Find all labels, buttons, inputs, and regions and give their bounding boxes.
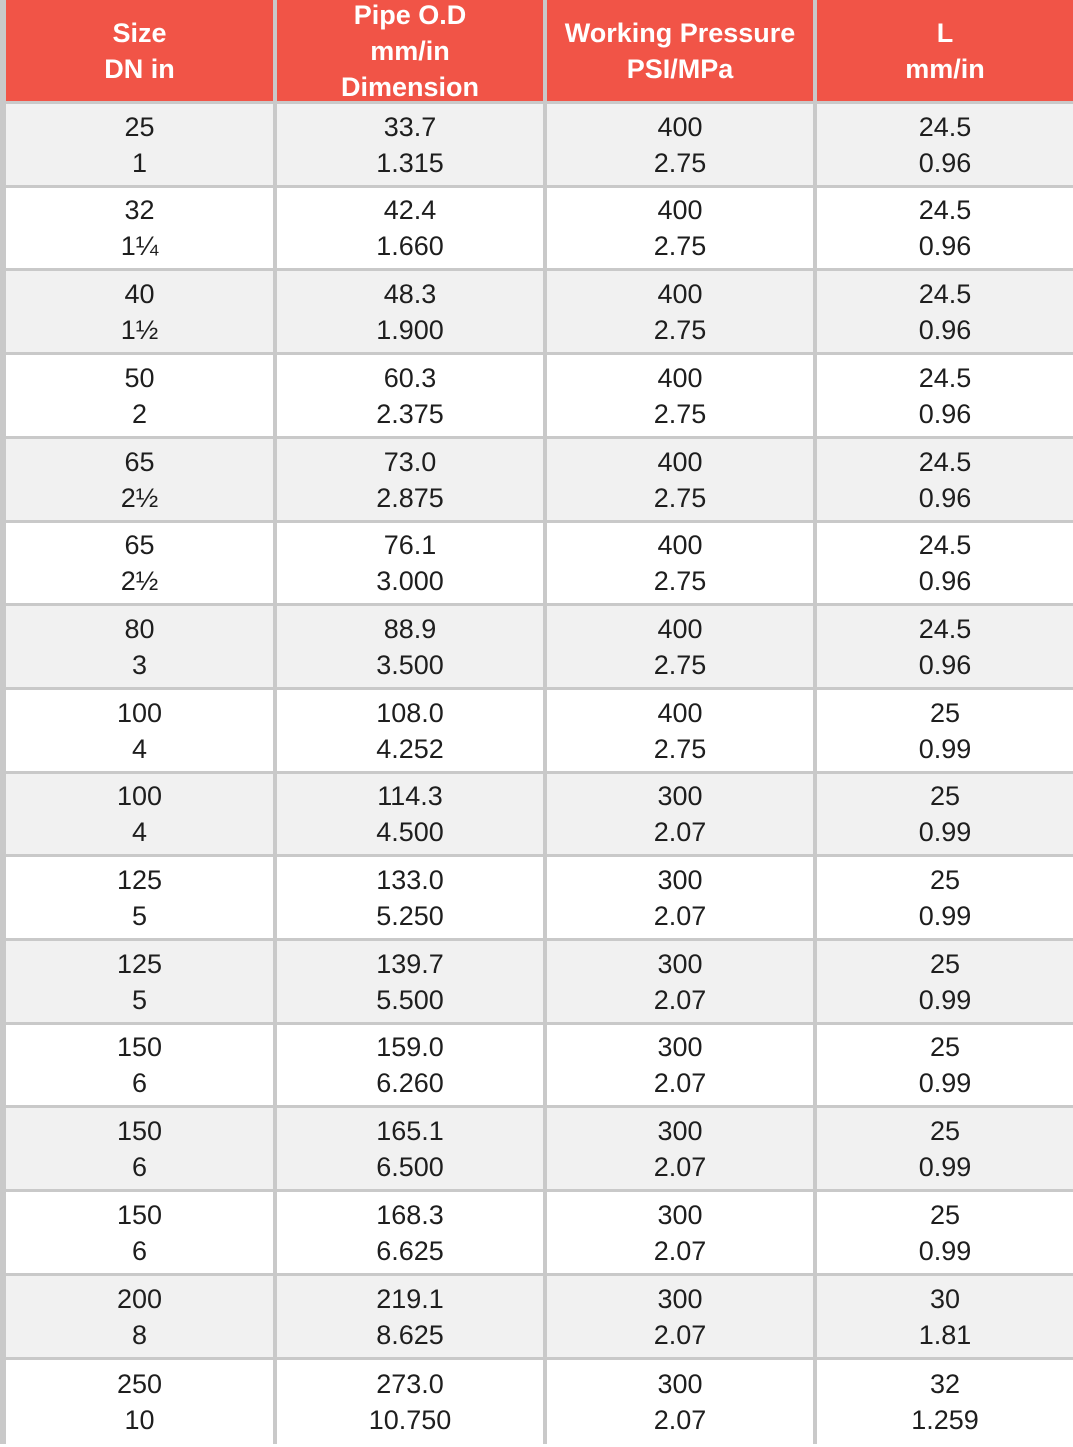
size-cell-line-1: 200 bbox=[116, 1283, 163, 1314]
l-cell bbox=[817, 104, 1073, 185]
l-cell-line-1: 24.5 bbox=[918, 362, 972, 393]
l-cell-line-2: 0.96 bbox=[918, 398, 972, 429]
working-pressure-cell bbox=[547, 271, 813, 352]
size-cell-line-2: 8 bbox=[131, 1319, 148, 1350]
working-pressure-cell-line-2: 2.07 bbox=[653, 1319, 707, 1350]
size-cell-line-1: 100 bbox=[116, 697, 163, 728]
l-cell-line-1: 24.5 bbox=[918, 613, 972, 644]
working-pressure-cell-line-2: 2.07 bbox=[653, 1151, 707, 1182]
pipe-od-cell-line-1: 108.0 bbox=[376, 697, 444, 728]
size-cell-line-2: 6 bbox=[131, 1151, 148, 1182]
pipe-od-cell-line-1: 219.1 bbox=[376, 1283, 444, 1314]
header-size-line-2: DN in bbox=[104, 53, 175, 84]
size-cell-line-2: 3 bbox=[131, 649, 148, 680]
pipe-od-cell-line-2: 2.875 bbox=[376, 482, 444, 513]
pipe-od-cell-line-1: 33.7 bbox=[383, 111, 437, 142]
header-pipe-od-line-3: Dimension bbox=[340, 71, 480, 101]
pipe-od-cell-line-1: 60.3 bbox=[383, 362, 437, 393]
working-pressure-cell bbox=[547, 941, 813, 1022]
pipe-od-cell-line-2: 1.315 bbox=[376, 147, 444, 178]
l-cell-line-2: 0.96 bbox=[918, 314, 972, 345]
l-cell bbox=[817, 774, 1073, 854]
l-cell bbox=[817, 439, 1073, 520]
working-pressure-cell-line-1: 400 bbox=[657, 195, 703, 225]
pipe-od-cell-line-2: 8.625 bbox=[376, 1319, 444, 1350]
working-pressure-cell-line-1: 300 bbox=[657, 1369, 703, 1399]
working-pressure-cell-line-1: 300 bbox=[657, 1032, 703, 1062]
pipe-od-cell-line-2: 1.660 bbox=[376, 231, 444, 261]
l-cell-line-2: 0.96 bbox=[918, 649, 972, 680]
size-cell-line-1: 50 bbox=[124, 362, 155, 393]
size-cell bbox=[6, 606, 273, 687]
l-cell-line-1: 25 bbox=[929, 864, 961, 895]
l-cell-line-1: 24.5 bbox=[918, 195, 972, 225]
size-cell bbox=[6, 690, 273, 771]
working-pressure-cell-line-1: 400 bbox=[657, 278, 703, 309]
working-pressure-cell-line-2: 2.07 bbox=[653, 984, 707, 1015]
table-row bbox=[0, 606, 1073, 690]
size-cell-line-2: 2 bbox=[131, 398, 148, 429]
size-cell-line-1: 40 bbox=[124, 278, 155, 309]
table-row bbox=[0, 690, 1073, 774]
l-cell-line-1: 24.5 bbox=[918, 530, 972, 560]
pipe-od-cell-line-1: 273.0 bbox=[376, 1369, 444, 1399]
working-pressure-cell-line-1: 400 bbox=[657, 446, 703, 477]
pipe-od-cell-line-1: 168.3 bbox=[376, 1199, 444, 1230]
pipe-od-cell-line-1: 114.3 bbox=[377, 781, 443, 811]
working-pressure-cell-line-2: 2.07 bbox=[653, 817, 707, 847]
working-pressure-cell-line-2: 2.75 bbox=[653, 398, 707, 429]
size-cell bbox=[6, 439, 273, 520]
table-row bbox=[0, 941, 1073, 1025]
working-pressure-cell bbox=[547, 188, 813, 268]
working-pressure-cell-line-2: 2.07 bbox=[653, 1068, 707, 1098]
l-cell bbox=[817, 857, 1073, 938]
working-pressure-cell-line-2: 2.07 bbox=[653, 1235, 707, 1266]
l-cell bbox=[817, 271, 1073, 352]
size-cell bbox=[6, 1108, 273, 1189]
pipe-od-cell-line-1: 165.1 bbox=[376, 1115, 444, 1146]
l-cell bbox=[817, 1192, 1073, 1273]
l-cell bbox=[817, 1025, 1073, 1105]
working-pressure-cell-line-2: 2.75 bbox=[653, 231, 707, 261]
working-pressure-cell-line-1: 300 bbox=[657, 781, 703, 811]
l-cell-line-2: 0.96 bbox=[918, 482, 972, 513]
size-cell bbox=[6, 1276, 273, 1357]
table-row bbox=[0, 188, 1073, 271]
header-working-pressure-line-2: PSI/MPa bbox=[626, 53, 734, 84]
size-cell-line-1: 150 bbox=[116, 1032, 163, 1062]
l-cell bbox=[817, 1276, 1073, 1357]
size-cell-line-2: 4 bbox=[131, 817, 148, 847]
working-pressure-cell-line-2: 2.75 bbox=[653, 566, 707, 596]
l-cell-line-1: 24.5 bbox=[918, 446, 972, 477]
working-pressure-cell-line-1: 400 bbox=[657, 111, 703, 142]
header-size bbox=[6, 0, 273, 101]
table-row bbox=[0, 271, 1073, 355]
size-cell bbox=[6, 104, 273, 185]
size-cell-line-1: 32 bbox=[124, 195, 155, 225]
working-pressure-cell bbox=[547, 857, 813, 938]
working-pressure-cell bbox=[547, 690, 813, 771]
size-cell-line-2: 6 bbox=[131, 1068, 148, 1098]
table-row bbox=[0, 1192, 1073, 1276]
pipe-od-cell-line-2: 3.500 bbox=[376, 649, 444, 680]
l-cell-line-2: 0.99 bbox=[918, 817, 972, 847]
header-pipe-od bbox=[277, 0, 543, 101]
table-header bbox=[0, 0, 1073, 104]
working-pressure-cell-line-2: 2.75 bbox=[653, 314, 707, 345]
working-pressure-cell-line-2: 2.75 bbox=[653, 482, 707, 513]
l-cell-line-2: 0.99 bbox=[918, 1235, 972, 1266]
header-working-pressure-line-1: Working Pressure bbox=[564, 17, 796, 48]
working-pressure-cell bbox=[547, 355, 813, 436]
l-cell-line-2: 0.96 bbox=[918, 147, 972, 178]
size-cell bbox=[6, 774, 273, 854]
l-cell-line-2: 0.99 bbox=[918, 1151, 972, 1182]
size-cell bbox=[6, 523, 273, 603]
l-cell-line-1: 32 bbox=[929, 1369, 961, 1399]
size-cell bbox=[6, 271, 273, 352]
pipe-od-cell-line-2: 2.375 bbox=[376, 398, 444, 429]
pipe-od-cell-line-2: 5.250 bbox=[376, 900, 444, 931]
working-pressure-cell-line-1: 400 bbox=[657, 362, 703, 393]
l-cell-line-1: 25 bbox=[929, 948, 961, 979]
l-cell bbox=[817, 606, 1073, 687]
working-pressure-cell bbox=[547, 1108, 813, 1189]
size-cell-line-1: 65 bbox=[124, 530, 155, 560]
working-pressure-cell bbox=[547, 439, 813, 520]
table-row bbox=[0, 1108, 1073, 1192]
pipe-od-cell-line-2: 6.500 bbox=[376, 1151, 444, 1182]
working-pressure-cell bbox=[547, 1360, 813, 1444]
table-row bbox=[0, 523, 1073, 606]
table-row bbox=[0, 1276, 1073, 1360]
l-cell bbox=[817, 355, 1073, 436]
table-row bbox=[0, 857, 1073, 941]
pipe-od-cell-line-2: 6.260 bbox=[376, 1068, 444, 1098]
l-cell-line-1: 25 bbox=[929, 781, 961, 811]
pipe-od-cell-line-1: 42.4 bbox=[383, 195, 437, 225]
l-cell-line-1: 24.5 bbox=[918, 278, 972, 309]
pipe-od-cell-line-1: 73.0 bbox=[383, 446, 437, 477]
size-cell-line-1: 125 bbox=[116, 948, 163, 979]
working-pressure-cell-line-2: 2.75 bbox=[653, 649, 707, 680]
l-cell-line-1: 25 bbox=[929, 1032, 961, 1062]
pipe-od-cell-line-1: 139.7 bbox=[376, 948, 444, 979]
table-row bbox=[0, 439, 1073, 523]
size-cell-line-1: 125 bbox=[116, 864, 163, 895]
size-cell-line-2: 10 bbox=[124, 1405, 155, 1435]
header-l-line-2: mm/in bbox=[905, 53, 985, 84]
pipe-od-cell bbox=[277, 523, 543, 603]
pipe-od-cell-line-2: 5.500 bbox=[376, 984, 444, 1015]
working-pressure-cell-line-1: 400 bbox=[657, 697, 703, 728]
working-pressure-cell-line-1: 400 bbox=[657, 613, 703, 644]
size-cell-line-1: 65 bbox=[124, 446, 155, 477]
pipe-od-cell-line-1: 76.1 bbox=[383, 530, 437, 560]
pipe-od-cell bbox=[277, 774, 543, 854]
pipe-od-cell bbox=[277, 690, 543, 771]
working-pressure-cell bbox=[547, 1025, 813, 1105]
l-cell bbox=[817, 1360, 1073, 1444]
l-cell bbox=[817, 1108, 1073, 1189]
pipe-od-cell-line-1: 48.3 bbox=[383, 278, 437, 309]
size-cell-line-2: 6 bbox=[131, 1235, 148, 1266]
working-pressure-cell-line-2: 2.07 bbox=[653, 1405, 707, 1435]
l-cell-line-2: 0.99 bbox=[918, 900, 972, 931]
working-pressure-cell-line-1: 300 bbox=[657, 1115, 703, 1146]
size-cell bbox=[6, 1192, 273, 1273]
pipe-od-cell bbox=[277, 1025, 543, 1105]
working-pressure-cell-line-2: 2.07 bbox=[653, 900, 707, 931]
header-pipe-od-line-1: Pipe O.D bbox=[353, 0, 467, 30]
working-pressure-cell bbox=[547, 104, 813, 185]
working-pressure-cell-line-1: 300 bbox=[657, 1283, 703, 1314]
pipe-od-cell bbox=[277, 1276, 543, 1357]
size-cell bbox=[6, 1360, 273, 1444]
working-pressure-cell bbox=[547, 774, 813, 854]
pipe-od-cell-line-2: 10.750 bbox=[368, 1405, 452, 1435]
pipe-od-cell bbox=[277, 271, 543, 352]
l-cell-line-1: 25 bbox=[929, 697, 961, 728]
pipe-od-cell bbox=[277, 355, 543, 436]
working-pressure-cell bbox=[547, 1192, 813, 1273]
working-pressure-cell-line-1: 300 bbox=[657, 864, 703, 895]
pipe-od-cell bbox=[277, 439, 543, 520]
size-cell-line-1: 150 bbox=[116, 1199, 163, 1230]
pipe-od-cell-line-1: 159.0 bbox=[376, 1032, 444, 1062]
table-row bbox=[0, 1360, 1073, 1447]
l-cell-line-2: 1.259 bbox=[911, 1405, 979, 1435]
pipe-od-cell-line-1: 133.0 bbox=[376, 864, 444, 895]
pipe-od-cell bbox=[277, 1108, 543, 1189]
table-row bbox=[0, 774, 1073, 857]
pipe-od-cell-line-2: 4.252 bbox=[376, 733, 444, 764]
pipe-od-cell bbox=[277, 188, 543, 268]
header-working-pressure bbox=[547, 0, 813, 101]
l-cell-line-1: 24.5 bbox=[918, 111, 972, 142]
size-cell-line-1: 25 bbox=[124, 111, 155, 142]
l-cell-line-2: 0.99 bbox=[918, 733, 972, 764]
size-cell-line-2: 5 bbox=[131, 900, 148, 931]
size-cell bbox=[6, 1025, 273, 1105]
header-l bbox=[817, 0, 1073, 101]
table-row bbox=[0, 355, 1073, 439]
working-pressure-cell-line-2: 2.75 bbox=[653, 733, 707, 764]
size-cell-line-1: 80 bbox=[124, 613, 155, 644]
size-cell-line-1: 100 bbox=[116, 781, 163, 811]
working-pressure-cell-line-1: 400 bbox=[657, 530, 703, 560]
size-cell-line-2: 4 bbox=[131, 733, 148, 764]
pipe-od-cell-line-2: 4.500 bbox=[376, 817, 444, 847]
size-cell bbox=[6, 355, 273, 436]
header-pipe-od-line-2: mm/in bbox=[370, 35, 450, 66]
header-l-line-1: L bbox=[936, 17, 954, 48]
l-cell-line-2: 0.96 bbox=[918, 566, 972, 596]
pipe-od-cell bbox=[277, 941, 543, 1022]
l-cell bbox=[817, 188, 1073, 268]
size-cell bbox=[6, 188, 273, 268]
l-cell-line-2: 1.81 bbox=[918, 1319, 972, 1350]
working-pressure-cell-line-2: 2.75 bbox=[653, 147, 707, 178]
l-cell bbox=[817, 523, 1073, 603]
pipe-od-cell bbox=[277, 857, 543, 938]
l-cell-line-2: 0.99 bbox=[918, 984, 972, 1015]
size-cell-line-2: 2½ bbox=[120, 566, 159, 596]
l-cell bbox=[817, 941, 1073, 1022]
l-cell-line-1: 25 bbox=[929, 1115, 961, 1146]
l-cell-line-2: 0.96 bbox=[918, 231, 972, 261]
l-cell-line-2: 0.99 bbox=[918, 1068, 972, 1098]
pipe-od-cell bbox=[277, 606, 543, 687]
table-row bbox=[0, 1025, 1073, 1108]
l-cell-line-1: 25 bbox=[929, 1199, 961, 1230]
header-size-line-1: Size bbox=[112, 17, 167, 48]
size-cell-line-1: 150 bbox=[116, 1115, 163, 1146]
size-cell-line-2: 1¼ bbox=[120, 231, 159, 261]
table-row bbox=[0, 104, 1073, 188]
size-cell-line-2: 5 bbox=[131, 984, 148, 1015]
size-cell bbox=[6, 857, 273, 938]
working-pressure-cell bbox=[547, 1276, 813, 1357]
pipe-od-cell bbox=[277, 1192, 543, 1273]
pipe-od-cell-line-2: 1.900 bbox=[376, 314, 444, 345]
size-cell-line-2: 1½ bbox=[120, 314, 159, 345]
size-cell-line-2: 2½ bbox=[120, 482, 159, 513]
l-cell-line-1: 30 bbox=[929, 1283, 961, 1314]
working-pressure-cell-line-1: 300 bbox=[657, 1199, 703, 1230]
pipe-od-cell bbox=[277, 104, 543, 185]
pipe-od-cell-line-2: 3.000 bbox=[376, 566, 444, 596]
size-cell-line-1: 250 bbox=[116, 1369, 163, 1399]
pipe-od-cell bbox=[277, 1360, 543, 1444]
pipe-od-cell-line-1: 88.9 bbox=[383, 613, 437, 644]
size-cell-line-2: 1 bbox=[131, 147, 148, 178]
working-pressure-cell-line-1: 300 bbox=[657, 948, 703, 979]
l-cell bbox=[817, 690, 1073, 771]
size-cell bbox=[6, 941, 273, 1022]
working-pressure-cell bbox=[547, 523, 813, 603]
working-pressure-cell bbox=[547, 606, 813, 687]
pipe-od-cell-line-2: 6.625 bbox=[376, 1235, 444, 1266]
